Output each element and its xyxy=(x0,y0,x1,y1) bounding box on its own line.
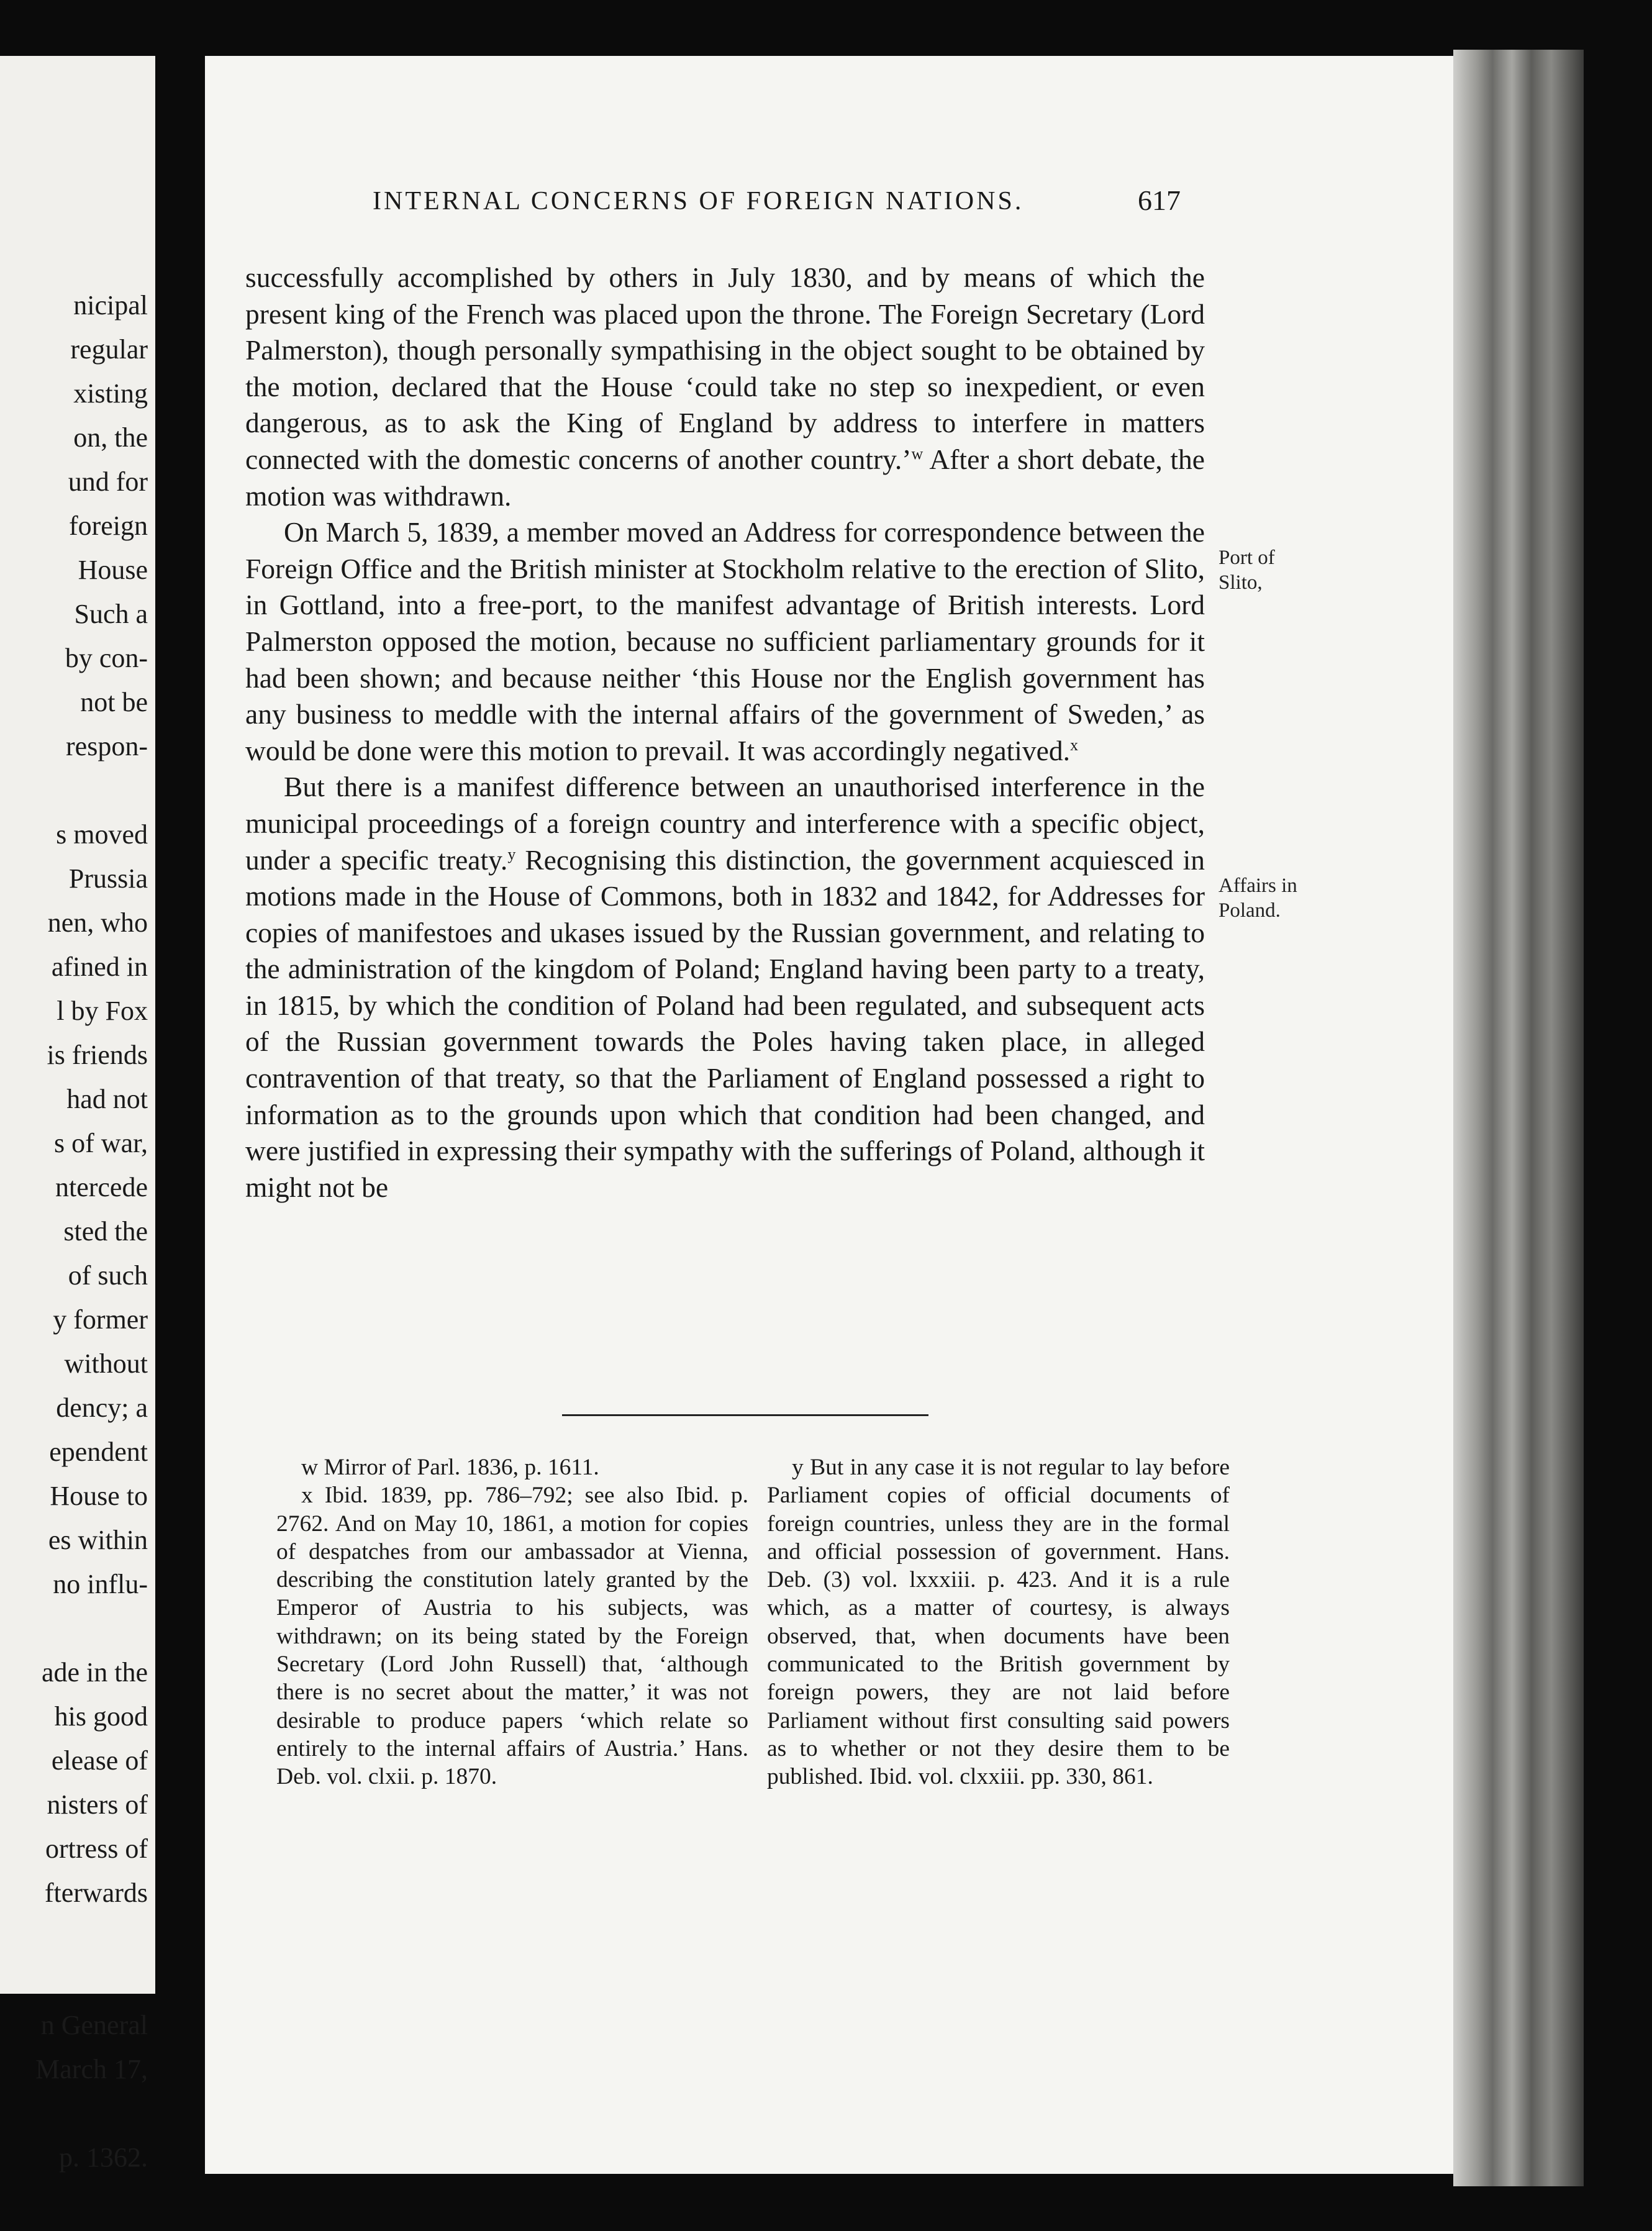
left-page-line: Such a xyxy=(74,599,148,629)
footnote-ref-y: y xyxy=(507,845,516,863)
left-page-line: without xyxy=(64,1348,148,1379)
left-page-line: afined in xyxy=(51,952,148,982)
book-gutter xyxy=(155,0,205,2231)
left-page-line: und for xyxy=(68,466,148,497)
left-page-line: by con- xyxy=(65,643,148,673)
page-number: 617 xyxy=(1138,184,1181,216)
left-page-line: sted the xyxy=(63,1216,148,1247)
footnote-w: w Mirror of Parl. 1836, p. 1611. xyxy=(301,1455,599,1480)
left-page-line: nen, who xyxy=(47,907,148,938)
left-page-line: is friends xyxy=(47,1040,148,1070)
left-page-line: his good xyxy=(54,1701,148,1732)
left-page-line: foreign xyxy=(68,511,148,541)
left-page-fragment xyxy=(0,56,157,2173)
paragraph-3-text-a: But there is a manifest difference between an unauthorised interference in the municipal proceedings of a foreign country and interference with a specific object, under a specific treaty. xyxy=(245,771,1205,876)
paragraph-1-end: After a short debate, the motion was withdrawn. xyxy=(245,443,1205,512)
margin-note-slito xyxy=(1219,545,1275,595)
left-page-line: House to xyxy=(50,1481,148,1511)
left-page-line: xisting xyxy=(73,378,148,409)
left-page-line: es within xyxy=(48,1525,148,1555)
main-text xyxy=(245,260,1205,1206)
footnote-x: x Ibid. 1839, pp. 786–792; see also Ibid. p. 2762. And on May 10, 1861, a motion for copies of despatches from our ambassador at Vienna, describing the constitution lately granted by the Emperor of Austria to his subjects, was withdrawn; on its being stated by the Foreign Secretary (Lord John Russell) that, ‘although there is no secret about the matter,’ it was not desirable to produce papers ‘which relate so entirely to the internal affairs of Austria.’ Hans. Deb. vol. clxii. p. 1870. xyxy=(276,1483,748,1790)
left-page-line: respon- xyxy=(66,731,148,761)
left-page-line: March 17, xyxy=(35,2054,148,2084)
left-page-line: had not xyxy=(66,1084,148,1114)
left-page-line: p. 1362. xyxy=(59,2142,148,2173)
margin-note-poland xyxy=(1219,873,1297,923)
left-page-line: Prussia xyxy=(68,863,148,894)
page-edge xyxy=(1453,50,1584,2186)
left-page-line: ortress of xyxy=(45,1833,148,1864)
paragraph-1-text: successfully accomplished by others in July 1830, and by means of which the present king of the French was placed upon the throne. The Foreign Secretary (Lord Palmerston), though personally sympathising in the object sought to be obtained by the motion, declared that the House ‘could take no step so inexpedient, or even dangerous, as to ask the King of England by address to interfere in matters connected with the domestic concerns of another country.’ xyxy=(245,261,1205,475)
left-page-line: l by Fox xyxy=(57,996,148,1026)
left-page-line: y former xyxy=(53,1304,148,1335)
margin-note-line: Slito, xyxy=(1219,571,1263,594)
footnote-ref-w: w xyxy=(911,444,924,463)
left-page-line: elease of xyxy=(51,1745,148,1776)
left-page-line: ntercede xyxy=(55,1172,148,1202)
left-page-line: s moved xyxy=(56,819,148,850)
left-page-line: House xyxy=(78,555,148,585)
paragraph-3-text-b: Recognising this distinction, the government acquiesced in motions made in the House of Commons, both in 1832 and 1842, for Addresses for copies of manifestoes and ukases issued by the Russian government, and relating to the administration of the kingdom of Poland; England having been party to a treaty, in 1815, by which the condition of Poland had been regulated, and subsequent acts of the Russian government towards the Poles having taken place, in alleged contravention of that treaty, so that the Parliament of England possessed a right to information as to the grounds upon which that condition had been changed, and were justified in expressing their sympathy with the sufferings of Poland, although it might not be xyxy=(245,843,1205,1203)
footnotes-left-column xyxy=(276,1453,748,1791)
left-page-line: no influ- xyxy=(53,1569,148,1599)
left-page-line: on, the xyxy=(73,422,148,453)
margin-note-line: Port of xyxy=(1219,547,1275,569)
left-page-line: of such xyxy=(68,1260,148,1291)
left-page-line: ependent xyxy=(49,1437,148,1467)
margin-note-line: Affairs in xyxy=(1219,875,1297,897)
footnote-ref-x: x xyxy=(1070,735,1078,754)
paragraph-2 xyxy=(245,514,1205,769)
footnotes-right-column xyxy=(767,1453,1230,1791)
paragraph-3 xyxy=(245,769,1205,1206)
left-page-line: fterwards xyxy=(44,1878,148,1908)
left-page-line: ade in the xyxy=(41,1657,148,1688)
left-page-line: regular xyxy=(70,334,148,365)
left-page-line: n General xyxy=(40,2010,148,2040)
left-page-line: nicipal xyxy=(73,290,148,320)
footnote-y: y But in any case it is not regular to lay before Parliament copies of official documents of foreign countries, unless they are in the formal and official possession of government. Hans. Deb. (3) vol. lxxxiii. p. 423. And it is a rule which, as a matter of courtesy, is always observed, that, when documents have been communicated to the British government by foreign powers, they are not laid before Parliament without first consulting said powers as to whether or not they desire them to be published. Ibid. vol. clxxiii. pp. 330, 861. xyxy=(767,1455,1230,1790)
left-page-line: not be xyxy=(80,687,148,717)
paragraph-2-text: On March 5, 1839, a member moved an Address for correspondence between the Foreign Office and the British minister at Stockholm relative to the erection of Slito, in Gottland, into a free-port, to the manifest advantage of British interests. Lord Palmerston opposed the motion, because no sufficient parliamentary grounds for it had been shown; and because neither ‘this House nor the English government has any business to meddle with the internal affairs of the government of Sweden,’ as would be done were this motion to prevail. It was accordingly negatived. xyxy=(245,516,1205,766)
footnote-rule xyxy=(562,1414,928,1416)
running-head: INTERNAL CONCERNS OF FOREIGN NATIONS. xyxy=(373,187,1024,216)
left-page-line: s of war, xyxy=(54,1128,148,1158)
left-page-line: nisters of xyxy=(47,1789,148,1820)
paragraph-1 xyxy=(245,260,1205,514)
margin-note-line: Poland. xyxy=(1219,899,1281,922)
left-page-line: dency; a xyxy=(56,1393,148,1423)
